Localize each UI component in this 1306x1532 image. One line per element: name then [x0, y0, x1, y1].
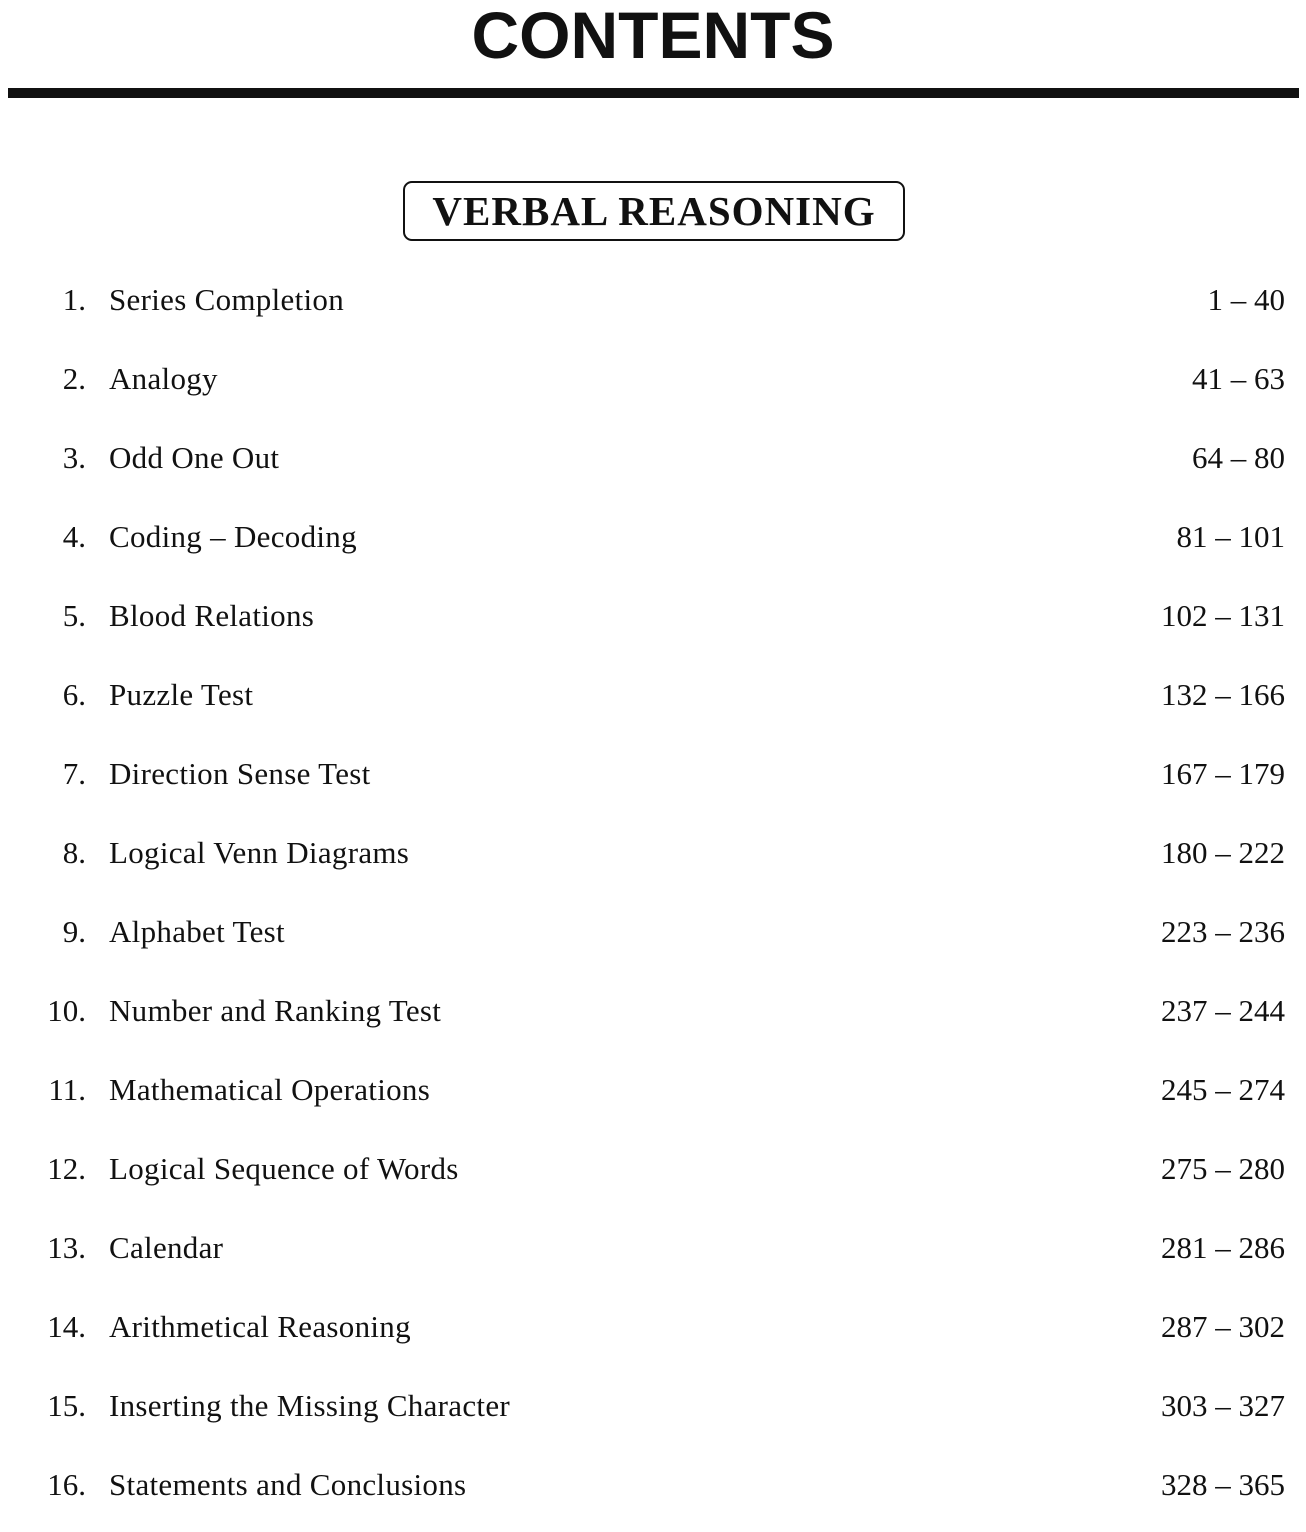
entry-title: Number and Ranking Test [109, 993, 442, 1028]
toc-entry [0, 505, 1306, 584]
toc-entry [0, 742, 1306, 821]
toc-entry [0, 821, 1306, 900]
entry-title: Puzzle Test [109, 677, 254, 712]
entry-pages: 41 – 63 [1192, 361, 1285, 396]
toc-entry [0, 584, 1306, 663]
entry-number: 6. [62, 677, 86, 712]
entry-pages: 102 – 131 [1161, 598, 1285, 633]
toc-entry [0, 1295, 1306, 1374]
entry-pages: 1 – 40 [1207, 282, 1285, 317]
entry-number: 5. [62, 598, 86, 633]
entry-number: 3. [62, 440, 86, 475]
entry-title: Analogy [109, 361, 218, 396]
toc-entry [0, 1216, 1306, 1295]
entry-title: Logical Sequence of Words [109, 1151, 459, 1186]
page-title: CONTENTS [471, 0, 835, 72]
entry-pages: 245 – 274 [1161, 1072, 1285, 1107]
entry-number: 8. [62, 835, 86, 870]
entry-pages: 81 – 101 [1176, 519, 1285, 554]
entry-number: 13. [47, 1230, 86, 1265]
entry-title: Series Completion [109, 282, 344, 317]
entry-number: 15. [47, 1388, 86, 1423]
toc-entry [0, 979, 1306, 1058]
entry-number: 14. [47, 1309, 86, 1344]
entry-pages: 64 – 80 [1192, 440, 1285, 475]
entry-pages: 223 – 236 [1161, 914, 1285, 949]
entry-number: 7. [62, 756, 86, 791]
entry-title: Alphabet Test [109, 914, 285, 949]
table-of-contents [0, 268, 1306, 1532]
entry-pages: 167 – 179 [1161, 756, 1285, 791]
toc-entry [0, 900, 1306, 979]
entry-number: 2. [62, 361, 86, 396]
title-divider [8, 88, 1299, 98]
section-heading: VERBAL REASONING [403, 181, 905, 241]
entry-pages: 281 – 286 [1161, 1230, 1285, 1265]
entry-pages: 303 – 327 [1161, 1388, 1285, 1423]
entry-title: Odd One Out [109, 440, 280, 475]
toc-entry [0, 1453, 1306, 1532]
entry-title: Direction Sense Test [109, 756, 371, 791]
entry-number: 16. [47, 1467, 86, 1502]
entry-title: Calendar [109, 1230, 224, 1265]
toc-entry [0, 1374, 1306, 1453]
entry-title: Mathematical Operations [109, 1072, 431, 1107]
toc-entry [0, 347, 1306, 426]
entry-pages: 237 – 244 [1161, 993, 1285, 1028]
entry-pages: 132 – 166 [1161, 677, 1285, 712]
toc-entry [0, 1137, 1306, 1216]
entry-title: Arithmetical Reasoning [109, 1309, 411, 1344]
entry-title: Blood Relations [109, 598, 315, 633]
entry-title: Logical Venn Diagrams [109, 835, 410, 870]
entry-pages: 180 – 222 [1161, 835, 1285, 870]
entry-title: Coding – Decoding [109, 519, 357, 554]
entry-number: 4. [62, 519, 86, 554]
entry-number: 1. [62, 282, 86, 317]
entry-pages: 275 – 280 [1161, 1151, 1285, 1186]
entry-pages: 287 – 302 [1161, 1309, 1285, 1344]
toc-entry [0, 268, 1306, 347]
entry-number: 9. [62, 914, 86, 949]
entry-pages: 328 – 365 [1161, 1467, 1285, 1502]
toc-entry [0, 426, 1306, 505]
entry-number: 10. [47, 993, 86, 1028]
toc-entry [0, 663, 1306, 742]
entry-number: 11. [48, 1072, 86, 1107]
entry-title: Statements and Conclusions [109, 1467, 467, 1502]
entry-number: 12. [47, 1151, 86, 1186]
entry-title: Inserting the Missing Character [109, 1388, 511, 1423]
toc-entry [0, 1058, 1306, 1137]
